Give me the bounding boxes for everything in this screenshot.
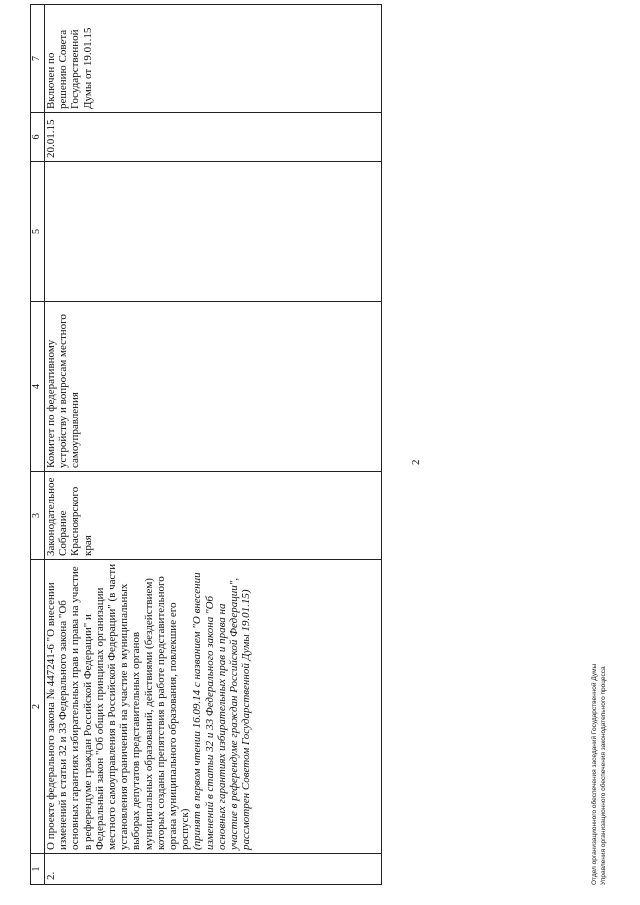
col-header-3: 3 — [31, 472, 45, 560]
col-header-6: 6 — [31, 113, 45, 162]
bill-note: (принят в первом чтении 16.09.14 с названием "О внесении изменений в статьи 32 и 33 Федерального закона "Об основных гарантиях избирательных прав и права на участие в референдуме граждан Российской Федерации", рассмотрен Советом Государственной Думы 19.01.15) — [191, 572, 253, 850]
header-row — [31, 5, 45, 885]
col-header-2: 2 — [31, 560, 45, 854]
bill-title: О проекте федерального закона № 447241-6 "О внесении изменений в статьи 32 и 33 Федерального закона "Об основных гарантиях избирательных прав и права на участие в референдуме граждан Российской Федерации" и Федеральный закон "Об общих принципах организации местного самоуправления в Российской Федерации" (в части установления ограничений на участие в муниципальных выборах депутатов представительных органов муниципальных образований, действиями (бездействием) которых созданы препятствия в работе представительного органа муниципального образования, повлекшие его роспуск) — [45, 563, 192, 850]
page-number: 2 — [410, 459, 422, 465]
footer-line-2: Управления организационного обеспечения законодательного процесса — [600, 666, 607, 885]
col-header-5: 5 — [31, 162, 45, 302]
committee-cell: Комитет по федеративному устройству и вопросам местного самоуправления — [45, 302, 382, 472]
footer — [590, 664, 608, 885]
col5-cell — [45, 162, 382, 302]
col-header-7: 7 — [31, 5, 45, 113]
table-row — [45, 5, 382, 885]
date-cell: 20.01.15 — [45, 113, 382, 162]
initiator-cell: Законодательное Собрание Красноярского края — [45, 472, 382, 560]
footer-line-1: Отдел организационного обеспечения заседаний Государственной Думы — [591, 663, 598, 885]
agenda-table — [30, 4, 382, 885]
col-header-1: 1 — [31, 854, 45, 885]
bill-cell — [45, 560, 382, 854]
row-number: 2. — [45, 854, 382, 885]
col-header-4: 4 — [31, 302, 45, 472]
decision-cell: Включен по решению Совета Государственной Думы от 19.01.15 — [45, 5, 382, 113]
